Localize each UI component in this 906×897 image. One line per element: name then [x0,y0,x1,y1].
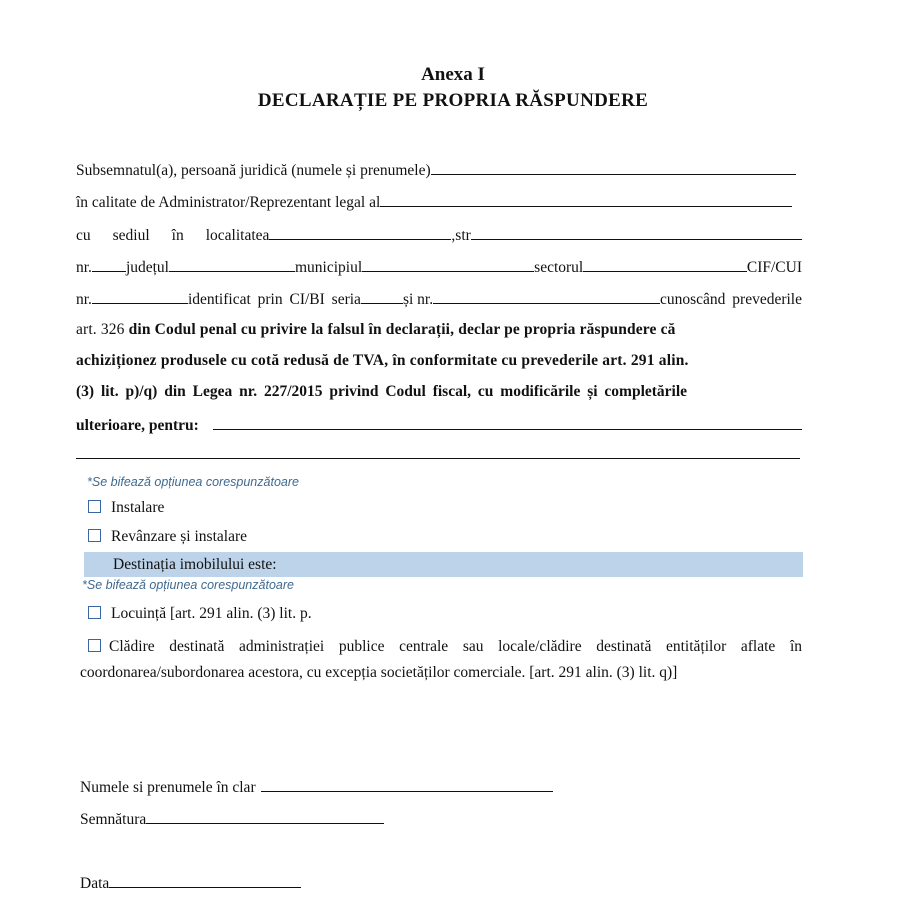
form-line-purpose [76,413,802,435]
field-company-blank[interactable] [380,190,792,207]
field-cif-number-blank[interactable] [92,287,188,304]
section1-hint: *Se bifează opțiunea corespunzătoare [87,475,299,489]
field-locality-blank[interactable] [269,223,451,240]
field-city-blank[interactable] [362,255,534,272]
form-line-county [76,255,802,277]
checkbox-revanzare[interactable] [88,529,101,542]
field-name-blank[interactable] [431,158,796,175]
form-line-locality [76,223,802,245]
label-identificat: identificat prin CI/BI seria [187,291,361,308]
field-date-blank[interactable] [109,871,301,888]
form-line-legal-2: achiziționez produsele cu cotă redusă de TVA, în conformitate cu prevederile art. 291 alin. [76,352,689,369]
form-line-legal-1 [76,319,802,341]
option-revanzare[interactable] [88,526,247,548]
label-cif: CIF/CUI [746,259,802,276]
destination-heading-bar [84,552,803,577]
option-cladire-label: Clădire destinată administrației publice centrale sau locale/clădire destinată entităților aflate în coordonarea/subordonarea acestora, cu excepția societăților comerciale. [art. 291 alin. (3) lit. q)] [80,638,802,681]
section2-hint: *Se bifează opțiunea corespunzătoare [82,578,294,592]
label-in: în [171,227,184,244]
label-sectorul: sectorul [534,259,584,276]
label-nr: nr. [76,259,92,276]
label-cu: cu [76,227,91,244]
annex-title: Anexa I [421,64,485,85]
label-si-nr: și nr. [402,291,434,308]
form-line-id [76,287,802,309]
field-id-series-blank[interactable] [361,287,403,304]
label-sediul: sediul [112,227,150,244]
field-purpose-blank-2[interactable] [76,442,800,459]
label-nr-2: nr. [76,291,92,308]
signature-line [80,807,384,829]
label-art-326: art. 326 [76,321,125,338]
label-localitatea: localitatea [205,227,270,244]
field-street-blank[interactable] [471,223,802,240]
option-cladire[interactable] [80,634,802,685]
field-sector-blank[interactable] [583,255,747,272]
option-instalare[interactable] [88,497,164,519]
label-calitate: în calitate de Administrator/Reprezentant legal al [76,194,381,211]
field-signature-blank[interactable] [146,807,384,824]
form-line-role [76,190,802,212]
field-number-blank[interactable] [92,255,126,272]
checkbox-locuinta[interactable] [88,606,101,619]
destination-heading: Destinația imobilului este: [113,556,277,573]
document-heading: DECLARAȚIE PE PROPRIA RĂSPUNDERE [257,90,649,111]
field-id-number-blank[interactable] [433,287,660,304]
label-date: Data [80,875,110,892]
checkbox-instalare[interactable] [88,500,101,513]
option-locuinta-label: Locuință [art. 291 alin. (3) lit. p. [111,605,312,622]
label-judetul: județul [125,259,169,276]
label-signature: Semnătura [80,811,147,828]
label-cunoscand: cunoscând prevederile [659,291,802,308]
option-revanzare-label: Revânzare și instalare [111,528,247,545]
checkbox-cladire[interactable] [88,639,101,652]
form-line-name [76,158,802,180]
label-str: ,str [451,227,471,244]
date-line [80,871,301,893]
name-line [80,775,553,797]
label-subsemnatul: Subsemnatul(a), persoană juridică (numele și prenumele) [76,162,431,179]
form-line-purpose-continued [76,442,802,464]
label-ulterioare: ulterioare, pentru: [76,417,199,434]
field-name-clear-blank[interactable] [261,775,553,792]
field-purpose-blank[interactable] [213,413,802,430]
form-line-legal-3: (3) lit. p)/q) din Legea nr. 227/2015 privind Codul fiscal, cu modificările și completările [76,383,688,400]
field-county-blank[interactable] [169,255,295,272]
label-name-clear: Numele si prenumele în clar [80,779,256,796]
label-declar-text: din Codul penal cu privire la falsul în declarații, declar pe propria răspundere că [124,321,676,338]
label-municipiul: municipiul [295,259,363,276]
option-locuinta[interactable] [88,603,312,625]
option-instalare-label: Instalare [111,499,165,516]
